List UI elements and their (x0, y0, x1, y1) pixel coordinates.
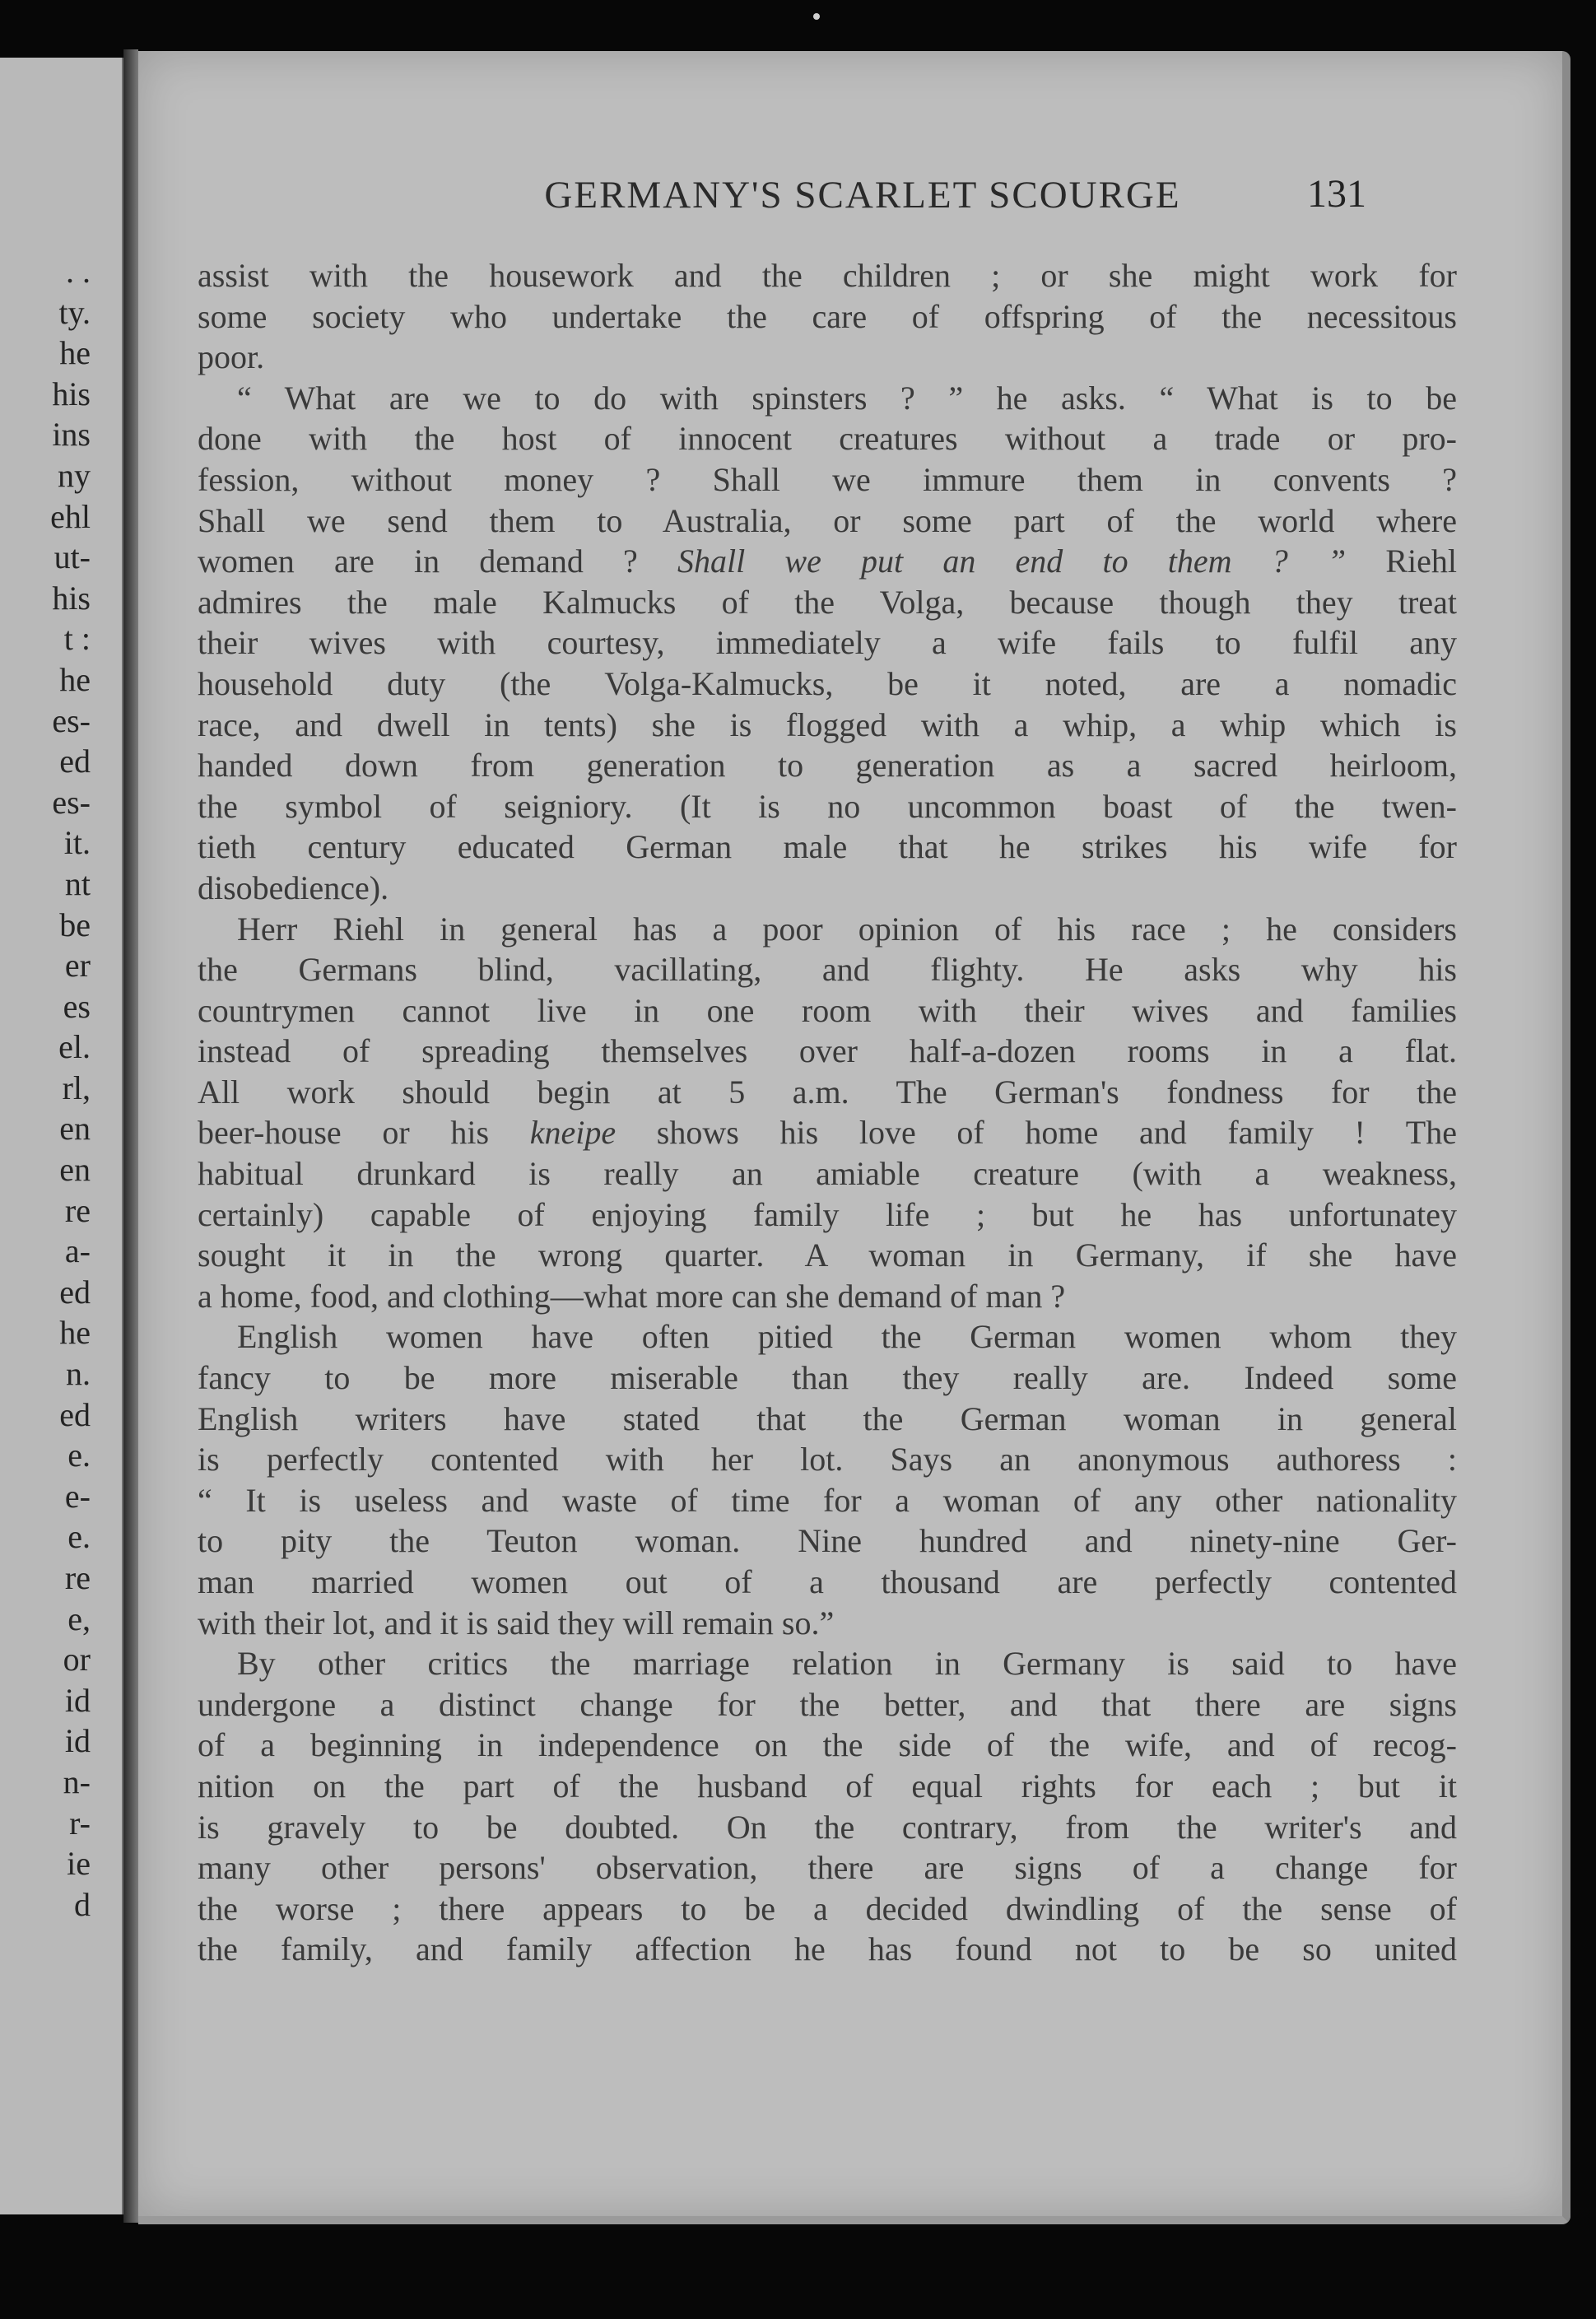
text-line (198, 1112, 1457, 1153)
left-page-fragment: ehl (50, 497, 91, 535)
text-line-segment: Riehl (1385, 542, 1457, 580)
book-gutter (123, 49, 138, 2223)
left-page-fragment: id (64, 1681, 91, 1719)
left-page-fragment: es (63, 987, 91, 1025)
left-page-fragment: e, (67, 1600, 91, 1637)
left-page-line-endings (0, 251, 91, 1925)
text-line: fession, without money ? Shall we immure them in convents ? (198, 460, 1457, 498)
text-line: done with the host of innocent creatures without a trade or pro- (198, 420, 1457, 458)
text-line-segment: shows his love of home and family ! The (656, 1114, 1457, 1152)
text-line: the symbol of seigniory. (It is no uncommon boast of the twen- (198, 787, 1457, 825)
text-line: nition on the part of the husband of equal rights for each ; but it (198, 1767, 1457, 1804)
text-line: the worse ; there appears to be a decided dwindling of the sense of (198, 1889, 1457, 1927)
left-page-fragment: rl, (62, 1069, 91, 1106)
text-line: race, and dwell in tents) she is flogged with a whip, a whip which is (198, 705, 1457, 743)
text-line: many other persons' observation, there are signs of a change for (198, 1849, 1457, 1887)
text-line: some society who undertake the care of offspring of the necessitous (198, 297, 1457, 335)
left-page-fragment: e- (64, 1477, 91, 1515)
left-page-edge (0, 58, 125, 2214)
text-line: their wives with courtesy, immediately a wife fails to fulfil any (198, 624, 1457, 662)
left-page-fragment: ie (67, 1845, 91, 1883)
left-page-fragment: it. (63, 824, 91, 862)
text-line (198, 541, 1457, 582)
text-line: undergone a distinct change for the better, and that there are signs (198, 1685, 1457, 1723)
text-line: sought it in the wrong quarter. A woman in Germany, if she have (198, 1236, 1457, 1274)
left-page-fragment: n- (63, 1763, 91, 1800)
left-page-fragment: re (64, 1191, 91, 1229)
left-page-fragment: er (64, 947, 91, 985)
left-page-fragment: es- (52, 783, 91, 821)
left-page-fragment: el. (58, 1028, 91, 1066)
text-line: handed down from generation to generation as a sacred heirloom, (198, 747, 1457, 785)
text-line: with their lot, and it is said they will remain so.” (198, 1604, 835, 1641)
text-line: Shall we send them to Australia, or some part of the world where (198, 501, 1457, 539)
left-page-fragment: . . (66, 253, 91, 290)
text-line: man married women out of a thousand are perfectly contented (198, 1563, 1457, 1600)
text-line: household duty (the Volga-Kalmucks, be it noted, are a nomadic (198, 664, 1457, 702)
text-line: a home, food, and clothing—what more can she demand of man ? (198, 1277, 1066, 1315)
left-page-fragment: ins (52, 416, 91, 454)
left-page-fragment: ut- (54, 538, 91, 576)
left-page-fragment: his (52, 579, 91, 617)
left-page-fragment: his (52, 375, 91, 412)
text-line: the Germans blind, vacillating, and flighty. He asks why his (198, 951, 1457, 989)
scan-dust-speck (813, 13, 820, 20)
left-page-fragment: en (59, 1151, 91, 1189)
text-line: to pity the Teuton woman. Nine hundred and ninety-nine Ger- (198, 1522, 1457, 1560)
text-line-segment: beer-house or his (198, 1114, 490, 1152)
left-page-fragment: e. (67, 1437, 91, 1474)
right-page (138, 51, 1570, 2224)
left-page-fragment: ed (59, 1395, 91, 1433)
text-line: All work should begin at 5 a.m. The German's fondness for the (198, 1073, 1457, 1111)
left-page-fragment: nt (64, 864, 91, 902)
text-line: English writers have stated that the German woman in general (198, 1399, 1457, 1437)
left-page-fragment: a- (64, 1232, 91, 1270)
left-page-fragment: d (74, 1885, 91, 1923)
italic-phrase: Shall we put an end to them ? ” (677, 542, 1347, 580)
left-page-fragment: e. (67, 1518, 91, 1556)
text-line: fancy to be more miserable than they really are. Indeed some (198, 1359, 1457, 1397)
text-line: By other critics the marriage relation in Germany is said to have (237, 1645, 1457, 1683)
text-line: Herr Riehl in general has a poor opinion of his race ; he considers (237, 910, 1457, 948)
text-line: is perfectly contented with her lot. Says an anonymous authoress : (198, 1441, 1457, 1478)
left-page-fragment: n. (66, 1355, 91, 1393)
left-page-fragment: es- (52, 701, 91, 739)
left-page-fragment: re (64, 1559, 91, 1596)
text-line: English women have often pitied the German women whom they (237, 1318, 1457, 1356)
text-line: “ What are we to do with spinsters ? ” he asks. “ What is to be (237, 379, 1457, 417)
text-line: of a beginning in independence on the side of the wife, and of recog- (198, 1726, 1457, 1764)
text-line: is gravely to be doubted. On the contrary, from the writer's and (198, 1808, 1457, 1846)
left-page-fragment: r- (69, 1804, 91, 1842)
left-page-fragment: ty. (58, 293, 91, 331)
italic-phrase: kneipe (529, 1114, 617, 1152)
text-line: poor. (198, 338, 265, 376)
text-line: “ It is useless and waste of time for a woman of any other nationality (198, 1481, 1457, 1519)
text-line: certainly) capable of enjoying family life ; but he has unfortunatey (198, 1195, 1457, 1233)
left-page-fragment: id (64, 1722, 91, 1760)
left-page-fragment: ed (59, 1273, 91, 1311)
text-line: countrymen cannot live in one room with their wives and families (198, 991, 1457, 1029)
text-line: instead of spreading themselves over half-a-dozen rooms in a flat. (198, 1032, 1457, 1070)
text-line-segment: women are in demand ? (198, 542, 638, 580)
left-page-fragment: ny (58, 456, 91, 494)
page-number: 131 (1307, 172, 1366, 216)
running-title: GERMANY'S SCARLET SCOURGE (544, 174, 1181, 217)
left-page-fragment: t : (63, 620, 91, 658)
left-page-fragment: or (63, 1641, 91, 1679)
left-page-fragment: ed (59, 743, 91, 780)
left-page-fragment: en (59, 1110, 91, 1148)
text-line: tieth century educated German male that he strikes his wife for (198, 828, 1457, 866)
text-line: the family, and family affection he has found not to be so united (198, 1930, 1457, 1968)
text-line: habitual drunkard is really an amiable creature (with a weakness, (198, 1155, 1457, 1193)
text-line: admires the male Kalmucks of the Volga, because though they treat (198, 583, 1457, 621)
left-page-fragment: he (59, 334, 91, 372)
body-text (198, 255, 1457, 1970)
left-page-fragment: he (59, 1314, 91, 1352)
text-line: assist with the housework and the children ; or she might work for (198, 257, 1457, 294)
text-line: disobedience). (198, 868, 389, 906)
left-page-fragment: he (59, 660, 91, 698)
left-page-fragment: be (59, 906, 91, 943)
